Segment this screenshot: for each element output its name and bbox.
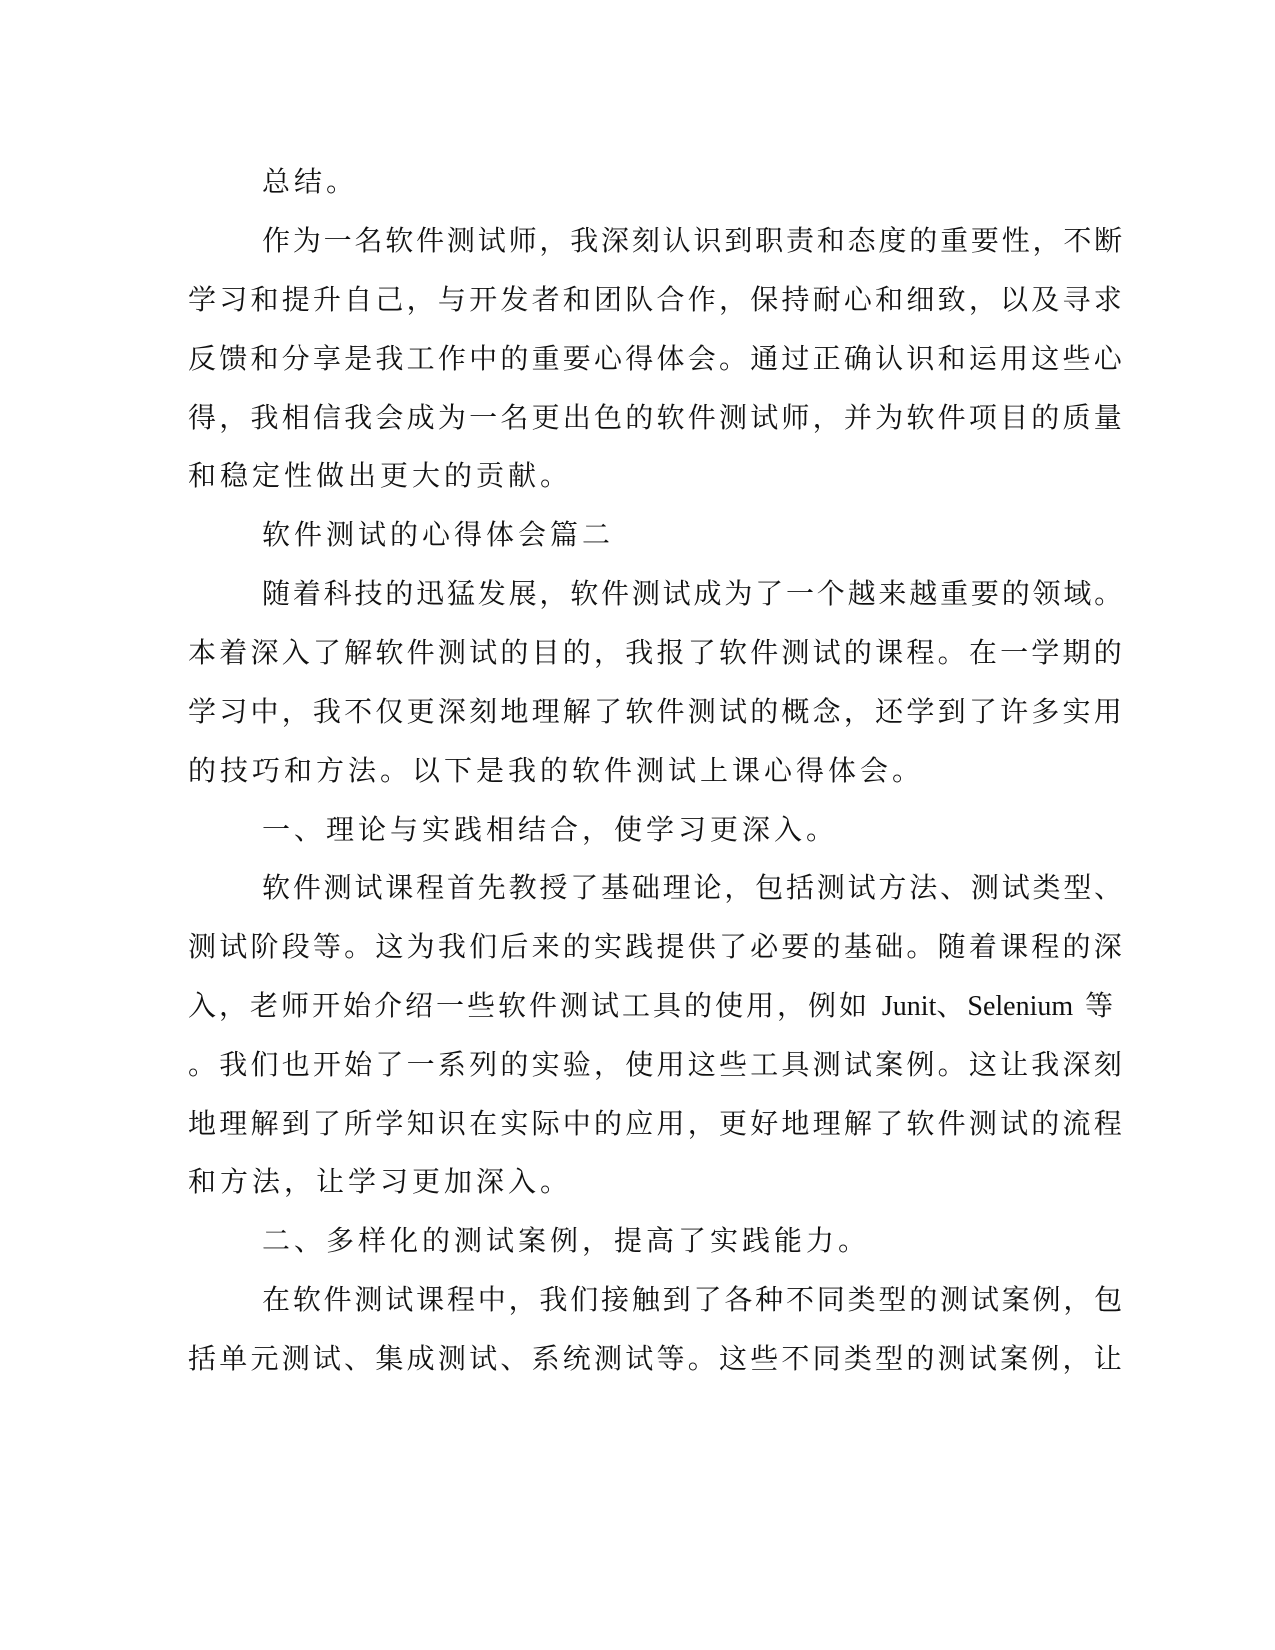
paragraph-line: 随着科技的迅猛发展，软件测试成为了一个越来越重要的领域。 [262, 577, 1126, 610]
paragraph-line: 得，我相信我会成为一名更出色的软件测试师，并为软件项目的质量 [188, 401, 1126, 434]
paragraph-line: 作为一名软件测试师，我深刻认识到职责和态度的重要性，不断 [262, 224, 1126, 257]
paragraph-line: 在软件测试课程中，我们接触到了各种不同类型的测试案例，包 [262, 1283, 1126, 1316]
tool-junit: Junit [881, 991, 937, 1022]
paragraph-line: 学习和提升自己，与开发者和团队合作，保持耐心和细致，以及寻求 [188, 283, 1126, 316]
paragraph-line: 总结。 [262, 165, 359, 198]
tool-selenium: Selenium [967, 991, 1074, 1022]
section-heading: 软件测试的心得体会篇二 [262, 518, 615, 551]
paragraph-line: 地理解到了所学知识在实际中的应用，更好地理解了软件测试的流程 [188, 1107, 1126, 1140]
paragraph-line: 测试阶段等。这为我们后来的实践提供了必要的基础。随着课程的深 [188, 930, 1126, 963]
paragraph-line: 的技巧和方法。以下是我的软件测试上课心得体会。 [188, 754, 925, 787]
paragraph-line: 学习中，我不仅更深刻地理解了软件测试的概念，还学到了许多实用 [188, 695, 1126, 728]
subheading-two: 二、多样化的测试案例，提高了实践能力。 [262, 1224, 871, 1257]
paragraph-line: 反馈和分享是我工作中的重要心得体会。通过正确认识和运用这些心 [188, 342, 1126, 375]
tool-separator: 、 [936, 989, 968, 1022]
paragraph-line: 和稳定性做出更大的贡献。 [188, 459, 573, 492]
paragraph-line: 本着深入了解软件测试的目的，我报了软件测试的课程。在一学期的 [188, 636, 1126, 669]
tools-intro-text: 入，老师开始介绍一些软件测试工具的使用，例如 [188, 989, 882, 1022]
paragraph-line: 软件测试课程首先教授了基础理论，包括测试方法、测试类型、 [262, 871, 1126, 904]
paragraph-line-tools [188, 986, 1116, 1026]
paragraph-line: 括单元测试、集成测试、系统测试等。这些不同类型的测试案例，让 [188, 1342, 1126, 1375]
paragraph-line: 。我们也开始了一系列的实验，使用这些工具测试案例。这让我深刻 [188, 1048, 1126, 1081]
tools-suffix-text: 等 [1073, 989, 1117, 1022]
subheading-one: 一、理论与实践相结合，使学习更深入。 [262, 813, 839, 846]
paragraph-line: 和方法，让学习更加深入。 [188, 1165, 573, 1198]
